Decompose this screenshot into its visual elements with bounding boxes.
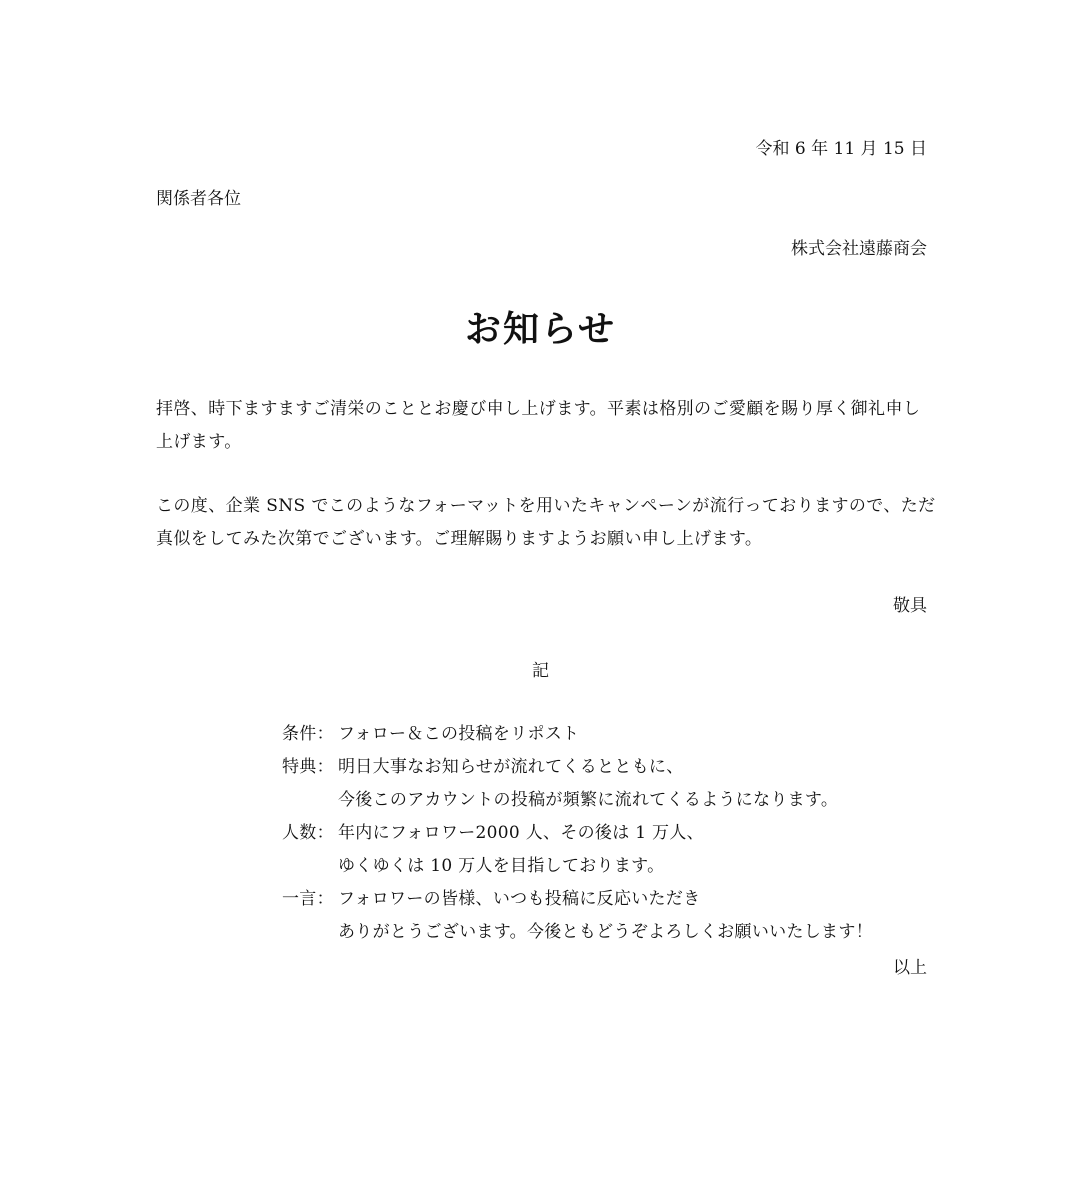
detail-text: 今後このアカウントの投稿が頻繁に流れてくるようになります。 (338, 790, 839, 810)
recipient: 関係者各位 (156, 189, 241, 209)
detail-label: 条件： (282, 724, 334, 744)
detail-item-count (282, 817, 873, 883)
detail-text: ゆくゆくは 10 万人を目指しております。 (338, 856, 665, 876)
detail-item-benefit (282, 751, 873, 817)
explanation-paragraph: この度、企業 SNS でこのようなフォーマットを用いたキャンペーンが流行っておりますので、ただ真似をしてみた次第でございます。ご理解賜りますようお願い申し上げます。 (156, 496, 936, 549)
document-title: お知らせ (465, 308, 616, 350)
detail-label: 特典： (282, 757, 334, 777)
detail-text: ありがとうございます。今後ともどうぞよろしくお願いいたします！ (338, 922, 873, 942)
sender: 株式会社遠藤商会 (791, 239, 927, 259)
detail-item-message (282, 883, 873, 949)
detail-item-conditions (282, 718, 873, 751)
greeting-paragraph: 拝啓、時下ますますご清栄のこととお慶び申し上げます。平素は格別のご愛顧を賜り厚く御礼申し上げます。 (156, 399, 921, 452)
detail-label: 一言： (282, 889, 334, 909)
detail-text: 明日大事なお知らせが流れてくるとともに、 (338, 757, 684, 777)
document-date: 令和 6 年 11 月 15 日 (755, 139, 927, 159)
detail-label: 人数： (282, 823, 334, 843)
detail-text: フォロー＆この投稿をリポスト (338, 724, 580, 744)
detail-text: 年内にフォロワー2000 人、その後は 1 万人、 (338, 823, 704, 843)
details-list (282, 718, 873, 949)
closing-word: 敬具 (893, 596, 927, 616)
detail-text: フォロワーの皆様、いつも投稿に反応いただき (338, 889, 701, 909)
ki-heading: 記 (532, 661, 549, 681)
end-mark: 以上 (893, 958, 927, 978)
